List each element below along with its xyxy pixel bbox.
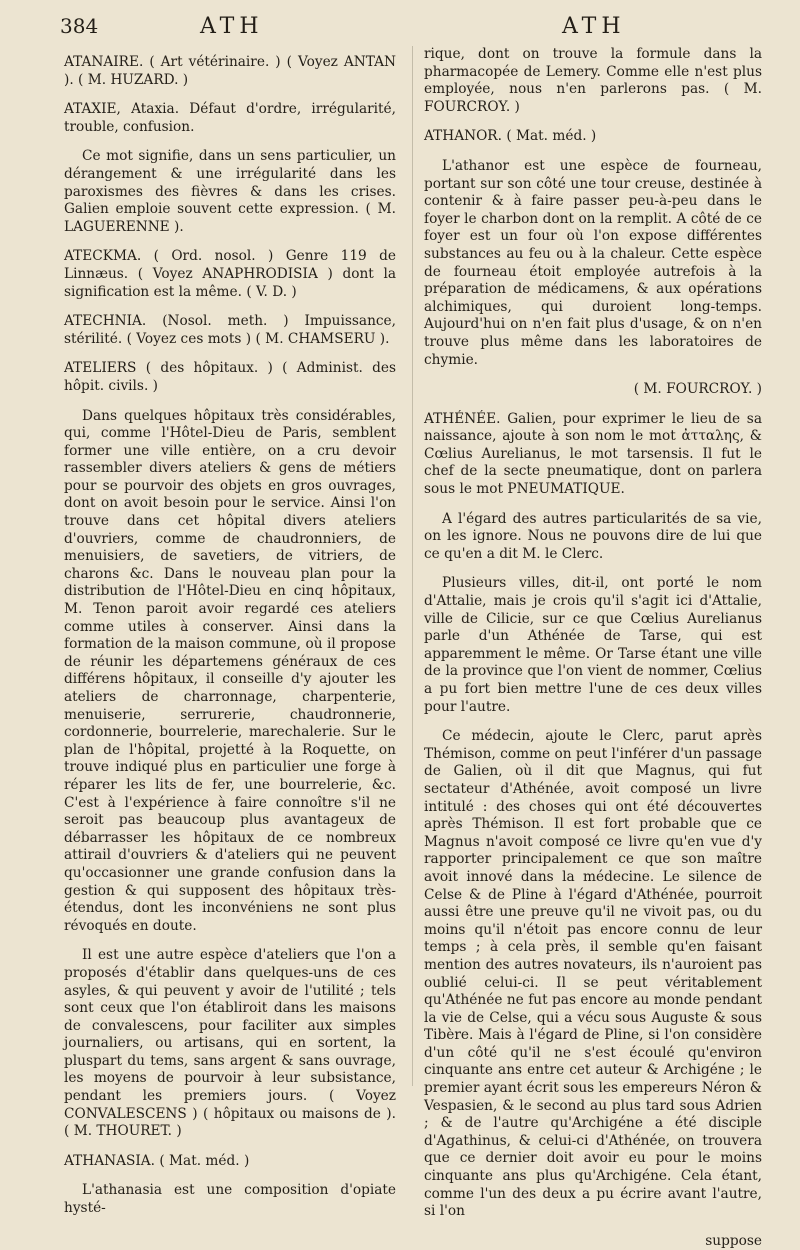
paragraph: Il est une autre espèce d'ateliers que l'on a proposés d'établir dans quelques-uns de ces asyles, & qui peuvent y avoir de l'utilité ; tels sont ceux que l'on établiroit dans les maisons de convalescens, pour faciliter aux simples journaliers, ou artisans, qui en sortent, la pluspart du tems, sans argent & sans ouvrage, les moyens de pourvoir à leur subsistance, pendant les premiers jours. ( Voyez CONVALESCENS ) ( hôpitaux ou maisons de ). ( M. THOURET. ) [64,947,396,1140]
headword: ATECKMA. [64,248,142,265]
paragraph: Plusieurs villes, dit-il, ont porté le nom d'Attalie, mais je crois qu'il s'agit ici d'Attalie, ville de Cilicie, sur ce que Cœlius Aurelianus parle d'un Athénée de Tarse, qui est apparemment le même. Or Tarse étant une ville de la province que l'on vient de nommer, Cœlius a pu fort bien mettre l'une de ces deux villes pour l'autre. [424,575,762,715]
headword: ATANAIRE. [64,54,144,70]
catchword: suppose [705,1232,762,1249]
paragraph: Ce médecin, ajoute le Clerc, parut après Thémison, comme on peut l'inférer d'un passage de Galien, où il dit que Magnus, qui fut sectateur d'Athénée, avoit composé un livre intitulé : des choses qui ont été découvertes après Thémison. Il est fort probable que ce Magnus n'avoit composé ce livre qu'en vue d'y rapporter principalement ce que son maître avoit innové dans la médecine. Le silence de Celse & de Pline à l'égard d'Athénée, pourroit aussi être une preuve qu'il ne vivoit pas, ou du moins qu'il n'étoit pas encore connu de leur temps ; à cela près, il semble qu'en faisant mention des autres novateurs, ils n'auroient pas oublié celui-ci. Il se peut véritablement qu'Athénée ne fut pas encore au monde pendant la vie de Celse, qui a vécu sous Auguste & sous Tibère. Mais à l'égard de Pline, si l'on considère d'un côté qu'il ne s'est écoulé qu'environ cinquante ans entre cet auteur & Archigéne ; le premier ayant écrit sous les empereurs Néron & Vespasien, & le second au plus tard sous Adrien ; & de l'autre qu'Archigéne a été disciple d'Agathinus, & celui-ci d'Athénée, on trouvera que ce dernier doit avoir eu pour le moins cinquante ans plus qu'Archigéne. Cela étant, comme l'un des deux a pu écrire avant l'autre, si l'on [424,728,762,1220]
left-column [64,46,397,1217]
paragraph: L'athanor est une espèce de fourneau, portant sur son côté une tour creuse, destinée à contenir & à faire passer peu-à-peu dans le foyer le charbon dont on la remplit. A côté de ce foyer est un four où l'on expose différentes substances au feu ou à la chaleur. Cette espèce de fourneau étoit employée autrefois à la préparation de médicamens, & aux opérations alchimiques, qui duroient long-temps. Aujourd'hui on n'en fait plus d'usage, & on n'en trouve plus même dans les laboratoires de chymie. [424,157,762,368]
entry-ateckma: ATECKMA. ( Ord. nosol. ) Genre 119 de Linnæus. ( Voyez ANAPHRODISIA ) dont la signification est la même. ( V. D. ) [64,248,396,300]
entry-atechnia: ATECHNIA. (Nosol. meth. ) Impuissance, stérilité. ( Voyez ces mots ) ( M. CHAMSERU ). [64,313,397,347]
entry-athanasia: ATHANASIA. ( Mat. méd. ) [64,1152,250,1169]
running-header [0,12,800,44]
paragraph: Ce mot signifie, dans un sens particulier, un dérangement & une irrégularité dans les paroxismes des fièvres & dans les crises. Galien emploie souvent cette expression. ( M. LAGUERENNE ). [64,148,396,235]
right-column [424,46,762,1249]
paragraph: rique, dont on trouve la formule dans la pharmacopée de Lemery. Comme elle n'est plus employée, nous n'en parlerons pas. ( M. FOURCROY. ) [424,46,762,115]
headword: ATAXIE, [64,101,121,118]
entry-ateliers: ATELIERS ( des hôpitaux. ) ( Administ. des hôpit. civils. ) [64,360,396,394]
running-head-right: ATH [562,14,626,39]
headword: ATHÉNÉE. [424,410,501,427]
entry-atanaire: ATANAIRE. ( Art vétérinaire. ) ( Voyez ANTAN ). ( M. HUZARD. ) [64,54,396,88]
paragraph: A l'égard des autres particularités de sa vie, on les ignore. Nous ne pouvons dire de lui que ce qu'en a dit M. le Clerc. [424,510,762,562]
page-number: 384 [60,14,99,38]
column-divider [412,46,413,1086]
entry-athenee: ATHÉNÉE. Galien, pour exprimer le lieu de sa naissance, ajoute à son nom le mot ἀτταλης, & Cœlius Aurelianus, le mot tarsensis. Il fut le chef de la secte pneumatique, dont on parlera sous le mot PNEUMATIQUE. [424,410,762,498]
paragraph: L'athanasia est une composition d'opiate hysté- [64,1182,396,1217]
signature: ( M. FOURCROY. ) [633,381,762,398]
headword: ATECHNIA. [64,313,147,330]
entry-ataxie: ATAXIE, Ataxia. Défaut d'ordre, irrégularité, trouble, confusion. [64,101,396,135]
headword: ATELIERS [64,360,137,377]
headword: ATHANOR. [424,128,502,145]
headword: ATHANASIA. [64,1152,155,1169]
paragraph: Dans quelques hôpitaux très considérables, qui, comme l'Hôtel-Dieu de Paris, semblent former une ville entière, on a cru devoir rassembler divers ateliers & gens de métiers pour se pourvoir des objets en gros ouvrages, dont on avoit besoin pour le service. Ainsi l'on trouve dans cet hôpital divers ateliers d'ouvriers, comme de chaudronniers, de menuisiers, de savetiers, de vitriers, de charons &c. Dans le nouveau plan pour la distribution de l'Hôtel-Dieu en cinq hôpitaux, M. Tenon paroit avoir regardé ces ateliers comme utiles à conserver. Ainsi dans la formation de la maison commune, où il propose de réunir les départemens généraux de ces différens hôpitaux, il conseille d'y ajouter les ateliers de charronnage, charpenterie, menuiserie, serrurerie, chaudronnerie, cordonnerie, bourrelerie, marechalerie. Sur le plan de l'hôpital, projetté à la Roquette, on trouve indiqué plus en particulier une forge à réparer les lits de fer, une bourrelerie, &c. C'est à l'expérience à faire connoître s'il ne seroit pas beaucoup plus avantageux de débarrasser les hôpitaux de ce nombreux attirail d'ouvriers & d'ateliers qui ne peuvent qu'occasionner une grande confusion dans la gestion & qui supposent des hôpitaux très-étendus, dont les inconvéniens ne sont plus révoqués en doute. [64,407,396,934]
entry-athanor: ATHANOR. ( Mat. méd. ) [424,128,597,145]
running-head-left: ATH [200,14,264,39]
